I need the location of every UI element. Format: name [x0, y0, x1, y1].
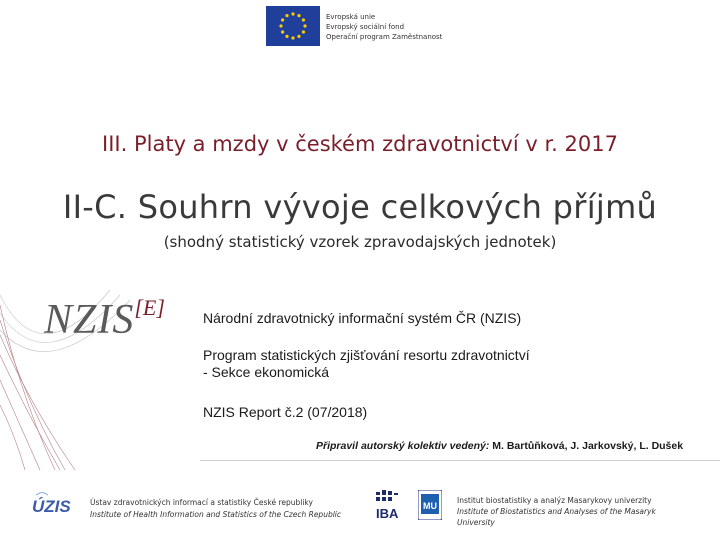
eu-flag-icon — [266, 6, 320, 46]
page-subtitle: (shodný statistický vzorek zpravodajských jednotek) — [163, 233, 557, 251]
nzis-logo-sup: [E] — [134, 295, 165, 320]
iba-name-en: Institute of Biostatistics and Analyses of the Masaryk — [457, 507, 656, 516]
mu-logo-text: MU — [423, 501, 437, 511]
nzis-logo — [44, 296, 165, 344]
iba-name-en-cont: University — [457, 518, 495, 527]
iba-name-cz: Institut biostatistiky a analýz Masarykovy univerzity — [457, 496, 652, 505]
authors-line — [316, 440, 683, 452]
uzis-logo-text: ÚZIS — [32, 497, 71, 516]
uzis-name-en: Institute of Health Information and Statistics of the Czech Republic — [90, 510, 341, 519]
eu-line: Operační program Zaměstnanost — [326, 33, 443, 41]
system-name: Národní zdravotnický informační systém ČR (NZIS) — [203, 310, 522, 326]
iba-logo-text: IBA — [376, 506, 399, 520]
program-text — [203, 347, 530, 381]
iba-caption — [457, 495, 656, 528]
divider — [200, 460, 720, 461]
program-line: Program statistických zjišťování resortu zdravotnictví — [203, 347, 530, 363]
uzis-caption — [90, 497, 341, 521]
eu-line: Evropský sociální fond — [326, 23, 405, 31]
uzis-name-cz: Ústav zdravotnických informací a statistiky České republiky — [90, 498, 313, 507]
eu-caption — [326, 12, 442, 42]
page-title: II-C. Souhrn vývoje celkových příjmů — [62, 188, 658, 226]
program-line: - Sekce ekonomická — [203, 364, 330, 380]
section-title: III. Platy a mzdy v českém zdravotnictví v r. 2017 — [102, 132, 618, 156]
nzis-logo-text: NZIS — [44, 297, 135, 343]
iba-logo — [374, 490, 410, 520]
eu-line: Evropská unie — [326, 13, 376, 21]
authors-names: M. Bartůňková, J. Jarkovský, L. Dušek — [492, 440, 684, 452]
uzis-logo — [32, 492, 78, 518]
authors-label: Připravil autorský kolektiv vedený: — [316, 440, 490, 452]
mu-logo — [418, 490, 442, 520]
report-id: NZIS Report č.2 (07/2018) — [203, 404, 368, 420]
